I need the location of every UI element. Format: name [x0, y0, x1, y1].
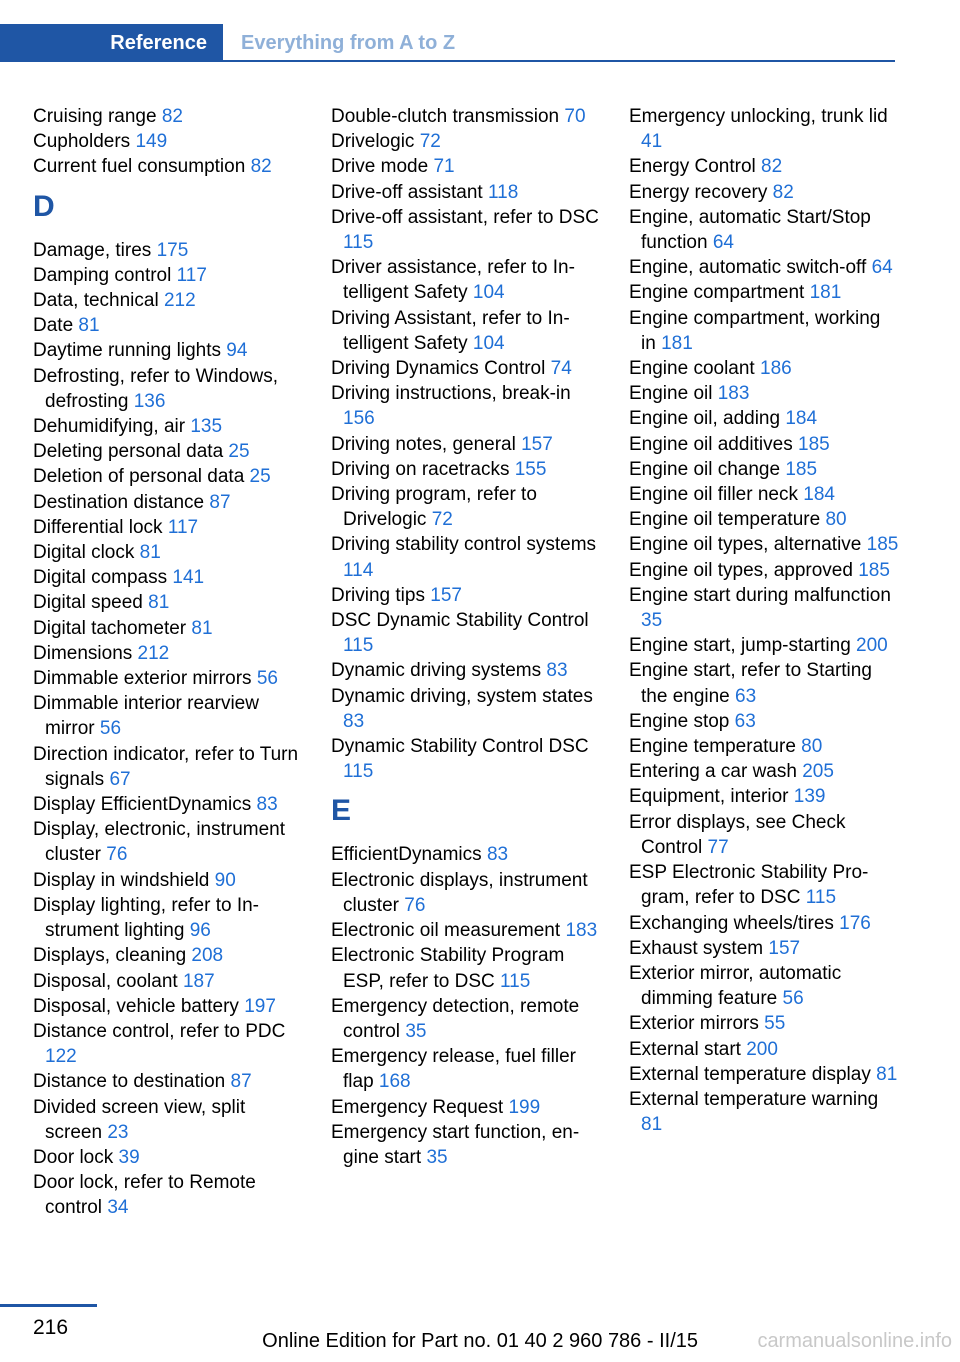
index-term: Energy recovery: [629, 181, 768, 203]
index-term: Display, electronic, instrument cluster: [33, 819, 286, 866]
index-term: Driving Assistant, refer to Intelligent Safety: [331, 307, 570, 354]
index-entry: [629, 280, 899, 305]
index-entry: [331, 1120, 601, 1170]
page-reference-link[interactable]: 55: [764, 1013, 786, 1035]
page-reference-link[interactable]: 83: [546, 660, 568, 682]
page-reference-link[interactable]: 35: [641, 610, 663, 632]
index-entry: [629, 734, 899, 759]
index-entry: [331, 432, 601, 457]
page-reference-link[interactable]: 25: [228, 441, 250, 463]
page-reference-link[interactable]: 115: [343, 635, 374, 657]
page-reference-link[interactable]: 175: [156, 239, 189, 261]
index-term: Driving tips: [331, 584, 425, 606]
index-entry: [33, 1170, 303, 1220]
index-entry: [33, 893, 303, 943]
page-reference-link[interactable]: 70: [564, 106, 586, 127]
index-term: Distance control, refer to PDC: [33, 1020, 286, 1042]
index-term: Deleting personal data: [33, 441, 224, 463]
page-reference-link[interactable]: 72: [419, 131, 441, 153]
page-reference-link[interactable]: 181: [809, 282, 842, 304]
page-reference-link[interactable]: 82: [250, 156, 272, 178]
index-term: Engine stop: [629, 710, 730, 732]
index-term: Driving stability control systems: [331, 534, 597, 556]
index-entry: [629, 633, 899, 658]
index-term: Emergency start function, engine start: [331, 1121, 580, 1168]
index-entry: [33, 154, 303, 179]
page-reference-link[interactable]: 149: [135, 131, 168, 153]
index-term: Dimmable exterior mirrors: [33, 668, 252, 690]
index-term: Digital speed: [33, 592, 143, 614]
index-term: Engine oil, adding: [629, 408, 781, 430]
page-reference-link[interactable]: 80: [801, 736, 823, 758]
page-reference-link[interactable]: 176: [839, 912, 871, 934]
index-term: Cruising range: [33, 106, 157, 127]
page-reference-link[interactable]: 139: [793, 786, 826, 808]
index-entry: [629, 381, 899, 406]
index-entry: [331, 583, 601, 608]
index-entry: [629, 961, 899, 1011]
index-entry: [33, 338, 303, 363]
index-term: Engine start, jump-starting: [629, 635, 851, 657]
page-reference-link[interactable]: 114: [343, 559, 374, 581]
index-column-3: [629, 104, 899, 1137]
index-term: Digital tachometer: [33, 617, 187, 639]
index-term: Engine oil additives: [629, 433, 793, 455]
index-term: Dynamic driving, system states: [331, 685, 593, 707]
index-term: Engine oil change: [629, 458, 781, 480]
page-reference-link[interactable]: 76: [404, 894, 426, 916]
header-divider: [223, 60, 895, 62]
index-term: EfficientDynamics: [331, 844, 482, 866]
page-reference-link[interactable]: 41: [641, 131, 663, 153]
index-term: Driving program, refer to Drivelogic: [331, 484, 537, 531]
index-term: Error displays, see Check Control: [629, 811, 846, 858]
page-reference-link[interactable]: 115: [343, 232, 374, 254]
index-entry: [33, 1095, 303, 1145]
index-term: Displays, cleaning: [33, 945, 187, 967]
index-term: Differential lock: [33, 516, 163, 538]
index-entry: [629, 180, 899, 205]
index-term: Distance to destination: [33, 1071, 226, 1093]
index-term: Digital clock: [33, 542, 135, 564]
index-term: ESP Electronic Stability Program, refer to DSC: [629, 862, 869, 909]
index-entry: [629, 482, 899, 507]
page-reference-link[interactable]: 135: [190, 416, 223, 438]
index-entry: [33, 1069, 303, 1094]
page-reference-link[interactable]: 200: [856, 635, 888, 657]
page-reference-link[interactable]: 118: [487, 181, 519, 203]
page-reference-link[interactable]: 200: [746, 1038, 778, 1060]
index-entry: [33, 994, 303, 1019]
index-entry: [629, 1087, 899, 1137]
page-reference-link[interactable]: 115: [343, 761, 374, 783]
index-entry: [331, 306, 601, 356]
page-reference-link[interactable]: 183: [565, 920, 598, 942]
index-term: Engine oil filler neck: [629, 484, 798, 506]
index-entry: [331, 154, 601, 179]
index-entry: [33, 943, 303, 968]
index-term: Engine temperature: [629, 736, 796, 758]
index-entry: [331, 1044, 601, 1094]
index-term: Engine start during malfunction: [629, 584, 891, 606]
index-entry: [33, 540, 303, 565]
index-entry: [33, 1019, 303, 1069]
page-reference-link[interactable]: 87: [230, 1071, 252, 1093]
index-term: Engine coolant: [629, 358, 755, 380]
index-entry: [629, 784, 899, 809]
index-entry: [629, 658, 899, 708]
page-reference-link[interactable]: 199: [508, 1096, 541, 1118]
index-entry: [629, 532, 899, 557]
index-entry: [33, 792, 303, 817]
index-term: Electronic Stability Program ESP, refer to DSC: [331, 945, 565, 992]
page-reference-link[interactable]: 81: [876, 1063, 898, 1085]
index-term: Entering a car wash: [629, 761, 797, 783]
index-term: Current fuel consumption: [33, 156, 246, 178]
page-reference-link[interactable]: 212: [137, 642, 170, 664]
index-term: Emergency release, fuel filler flap: [331, 1046, 576, 1093]
page-reference-link[interactable]: 157: [430, 584, 462, 606]
index-entry: [33, 129, 303, 154]
page-reference-link[interactable]: 157: [521, 433, 553, 455]
index-entry: [331, 842, 601, 867]
index-term: Exchanging wheels/tires: [629, 912, 834, 934]
page-reference-link[interactable]: 141: [172, 567, 205, 589]
index-entry: [331, 104, 601, 129]
index-entry: [629, 1011, 899, 1036]
page-reference-link[interactable]: 181: [661, 332, 693, 354]
index-term: External temperature display: [629, 1063, 871, 1085]
index-term: Dimensions: [33, 642, 133, 664]
index-term: Driving on racetracks: [331, 458, 510, 480]
index-term: Driving Dynamics Control: [331, 358, 546, 380]
index-term: Double-clutch transmission: [331, 106, 560, 127]
page-reference-link[interactable]: 81: [641, 1114, 663, 1136]
index-term: Driving instructions, break-in: [331, 383, 571, 405]
index-term: Drive-off assistant: [331, 181, 483, 203]
page-reference-link[interactable]: 187: [182, 970, 215, 992]
index-entry: [331, 658, 601, 683]
page-reference-link[interactable]: 197: [244, 995, 276, 1017]
index-term: DSC Dynamic Stability Control: [331, 610, 589, 632]
index-entry: [331, 381, 601, 431]
index-entry: [33, 439, 303, 464]
index-entry: [331, 129, 601, 154]
index-term: Engine, automatic switch-off: [629, 257, 867, 279]
index-term: Equipment, interior: [629, 786, 789, 808]
index-entry: [33, 868, 303, 893]
index-entry: [33, 590, 303, 615]
index-entry: [33, 515, 303, 540]
index-entry: [629, 936, 899, 961]
index-term: Data, technical: [33, 290, 159, 312]
index-entry: [629, 104, 899, 154]
page-reference-link[interactable]: 117: [176, 264, 207, 286]
index-term: Engine compartment, working in: [629, 307, 881, 354]
page-reference-link[interactable]: 25: [249, 466, 271, 488]
page-reference-link[interactable]: 39: [118, 1146, 140, 1168]
index-term: Divided screen view, split screen: [33, 1096, 246, 1143]
index-entry: [331, 205, 601, 255]
index-entry: [33, 666, 303, 691]
page-reference-link[interactable]: 76: [106, 844, 128, 866]
page-reference-link[interactable]: 56: [256, 668, 278, 690]
index-term: Drive-off assistant, refer to DSC: [331, 206, 599, 228]
page-reference-link[interactable]: 186: [760, 358, 792, 380]
index-term: Engine compartment: [629, 282, 805, 304]
index-term: Destination distance: [33, 491, 205, 513]
index-entry: [33, 1145, 303, 1170]
index-entry: [629, 709, 899, 734]
index-entry: [331, 734, 601, 784]
index-entry: [629, 432, 899, 457]
index-entry: [33, 691, 303, 741]
index-entry: [629, 507, 899, 532]
index-term: Drivelogic: [331, 131, 415, 153]
index-entry: [629, 810, 899, 860]
index-term: Dynamic Stability Control DSC: [331, 736, 589, 758]
index-entry: [33, 238, 303, 263]
index-entry: [33, 616, 303, 641]
index-entry: [33, 969, 303, 994]
page-reference-link[interactable]: 81: [148, 592, 170, 614]
index-term: Dimmable interior rearview mirror: [33, 693, 259, 740]
index-entry: [331, 684, 601, 734]
page-reference-link[interactable]: 205: [802, 761, 834, 783]
index-entry: [33, 288, 303, 313]
page-reference-link[interactable]: 74: [550, 358, 572, 380]
index-entry: [33, 364, 303, 414]
page-reference-link[interactable]: 156: [343, 408, 375, 430]
page-reference-link[interactable]: 136: [133, 390, 166, 412]
index-term: Disposal, vehicle battery: [33, 995, 239, 1017]
index-entry: [629, 205, 899, 255]
index-term: Driving notes, general: [331, 433, 516, 455]
index-entry: [629, 255, 899, 280]
index-entry: [629, 406, 899, 431]
page-reference-link[interactable]: 71: [433, 156, 455, 178]
index-term: Digital compass: [33, 567, 168, 589]
index-entry: [331, 482, 601, 532]
index-column-1: [33, 104, 303, 1221]
index-letter-heading: E: [331, 794, 352, 828]
index-term: Engine oil types, approved: [629, 559, 853, 581]
index-entry: [629, 860, 899, 910]
index-entry: [33, 641, 303, 666]
index-entry: [331, 457, 601, 482]
page-reference-link[interactable]: 184: [785, 408, 818, 430]
page-reference-link[interactable]: 104: [472, 282, 505, 304]
index-entry: [629, 154, 899, 179]
index-entry: [331, 1095, 601, 1120]
page-reference-link[interactable]: 87: [209, 491, 231, 513]
index-term: Display lighting, refer to Instrument lighting: [33, 894, 259, 942]
edition-note: Online Edition for Part no. 01 40 2 960 786 - II/15: [262, 1330, 698, 1352]
page-reference-link[interactable]: 56: [99, 718, 122, 740]
page-reference-link[interactable]: 185: [858, 559, 890, 581]
index-entry: [629, 306, 899, 356]
index-entry: [629, 911, 899, 936]
page-reference-link[interactable]: 83: [343, 710, 365, 732]
page-number: 216: [33, 1316, 69, 1339]
index-entry: [33, 490, 303, 515]
page-header: [0, 24, 895, 62]
page-reference-link[interactable]: 82: [772, 181, 794, 203]
index-entry: [33, 263, 303, 288]
index-column-2: [331, 104, 601, 1170]
page-reference-link[interactable]: 168: [378, 1071, 411, 1093]
index-entry: [629, 558, 899, 583]
index-term: Door lock: [33, 1146, 114, 1168]
index-term: Display in windshield: [33, 869, 210, 891]
index-term: Date: [33, 315, 74, 337]
index-entry: [331, 608, 601, 658]
index-term: Dynamic driving systems: [331, 660, 542, 682]
page-reference-link[interactable]: 82: [761, 156, 783, 178]
index-entry: [33, 464, 303, 489]
page-reference-link[interactable]: 77: [707, 836, 729, 858]
index-term: Exterior mirror, automatic dimming feature: [629, 962, 842, 1010]
index-term: Electronic displays, instrument cluster: [331, 869, 588, 916]
page-reference-link[interactable]: 183: [717, 383, 750, 405]
page-reference-link[interactable]: 81: [78, 315, 100, 337]
index-term: Deletion of personal data: [33, 466, 245, 488]
index-term: Engine, automatic Start/Stop function: [629, 206, 871, 254]
page-reference-link[interactable]: 104: [472, 332, 505, 354]
page-reference-link[interactable]: 81: [191, 617, 213, 639]
page-reference-link[interactable]: 35: [426, 1146, 448, 1168]
index-entry: [331, 180, 601, 205]
index-entry: [629, 583, 899, 633]
page-reference-link[interactable]: 56: [782, 988, 804, 1010]
index-term: Direction indicator, refer to Turn signals: [33, 743, 299, 790]
page-reference-link[interactable]: 115: [805, 887, 837, 909]
index-term: Exhaust system: [629, 937, 764, 959]
page-reference-link[interactable]: 155: [514, 458, 547, 480]
section-tab-reference: Reference: [0, 24, 223, 62]
index-entry: [331, 532, 601, 582]
page-reference-link[interactable]: 83: [256, 794, 278, 816]
index-term: Disposal, coolant: [33, 970, 178, 992]
page-reference-link[interactable]: 83: [486, 844, 509, 866]
section-title: Everything from A to Z: [241, 31, 456, 54]
index-entry: [331, 994, 601, 1044]
page-reference-link[interactable]: 117: [167, 516, 199, 538]
index-term: Engine oil: [629, 383, 713, 405]
page-reference-link[interactable]: 82: [161, 106, 183, 127]
index-term: Emergency Request: [331, 1096, 504, 1118]
page-reference-link[interactable]: 23: [107, 1121, 129, 1143]
index-term: Drive mode: [331, 156, 429, 178]
index-entry: [331, 918, 601, 943]
page-reference-link[interactable]: 115: [500, 970, 531, 992]
index-term: Engine oil types, alternative: [629, 534, 862, 556]
index-term: Daytime running lights: [33, 340, 221, 362]
page-reference-link[interactable]: 90: [214, 869, 236, 891]
index-term: Emergency unlocking, trunk lid: [629, 106, 888, 127]
index-term: External start: [629, 1038, 741, 1060]
page-reference-link[interactable]: 96: [189, 920, 211, 942]
page-reference-link[interactable]: 63: [735, 685, 757, 707]
page-reference-link[interactable]: 185: [798, 433, 830, 455]
page-reference-link[interactable]: 157: [768, 937, 801, 959]
page-reference-link[interactable]: 185: [785, 458, 818, 480]
index-entry: [33, 817, 303, 867]
page-reference-link[interactable]: 184: [803, 484, 835, 506]
index-term: Door lock, refer to Remote control: [33, 1172, 256, 1219]
index-entry: [331, 943, 601, 993]
page-reference-link[interactable]: 64: [712, 232, 734, 254]
index-term: Cupholders: [33, 131, 131, 153]
index-entry: [331, 356, 601, 381]
index-entry: [331, 868, 601, 918]
index-entry: [629, 759, 899, 784]
index-term: Electronic oil measurement: [331, 920, 561, 942]
index-entry: [331, 255, 601, 305]
index-term: Damage, tires: [33, 239, 152, 261]
index-entry: [629, 356, 899, 381]
page-reference-link[interactable]: 185: [866, 534, 899, 556]
index-entry: [33, 414, 303, 439]
index-term: Damping control: [33, 264, 172, 286]
index-entry: [33, 742, 303, 792]
index-letter-heading: D: [33, 189, 55, 223]
index-term: Dehumidifying, air: [33, 416, 186, 438]
page-reference-link[interactable]: 63: [734, 710, 756, 732]
index-term: Emergency detection, remote control: [331, 995, 580, 1042]
index-entry: [33, 104, 303, 129]
index-term: Engine oil temperature: [629, 509, 821, 531]
index-term: Engine start, refer to Starting the engine: [629, 660, 872, 707]
page-reference-link[interactable]: 122: [45, 1046, 77, 1068]
index-entry: [629, 1062, 899, 1087]
page-reference-link[interactable]: 35: [405, 1020, 427, 1042]
page-reference-link[interactable]: 94: [226, 340, 248, 362]
index-entry: [629, 1037, 899, 1062]
index-term: Defrosting, refer to Windows, defrosting: [33, 365, 278, 412]
index-entry: [629, 457, 899, 482]
page-reference-link[interactable]: 34: [107, 1197, 129, 1219]
index-term: Exterior mirrors: [629, 1013, 759, 1035]
index-term: Driver assistance, refer to Intelligent Safety: [331, 257, 575, 304]
index-entry: [33, 313, 303, 338]
page-reference-link[interactable]: 81: [139, 542, 161, 564]
footer-divider: [0, 1304, 97, 1307]
watermark: carmanualsonline.info: [757, 1330, 952, 1352]
page-reference-link[interactable]: 64: [871, 257, 893, 279]
page-reference-link[interactable]: 208: [191, 945, 224, 967]
page-reference-link[interactable]: 212: [163, 290, 196, 312]
index-term: Display EfficientDynamics: [33, 794, 252, 816]
index-term: Energy Control: [629, 156, 756, 178]
page-reference-link[interactable]: 80: [825, 509, 847, 531]
page-reference-link[interactable]: 72: [431, 509, 453, 531]
index-entry: [33, 565, 303, 590]
index-term: External temperature warning: [629, 1088, 879, 1110]
page-reference-link[interactable]: 67: [109, 768, 131, 790]
